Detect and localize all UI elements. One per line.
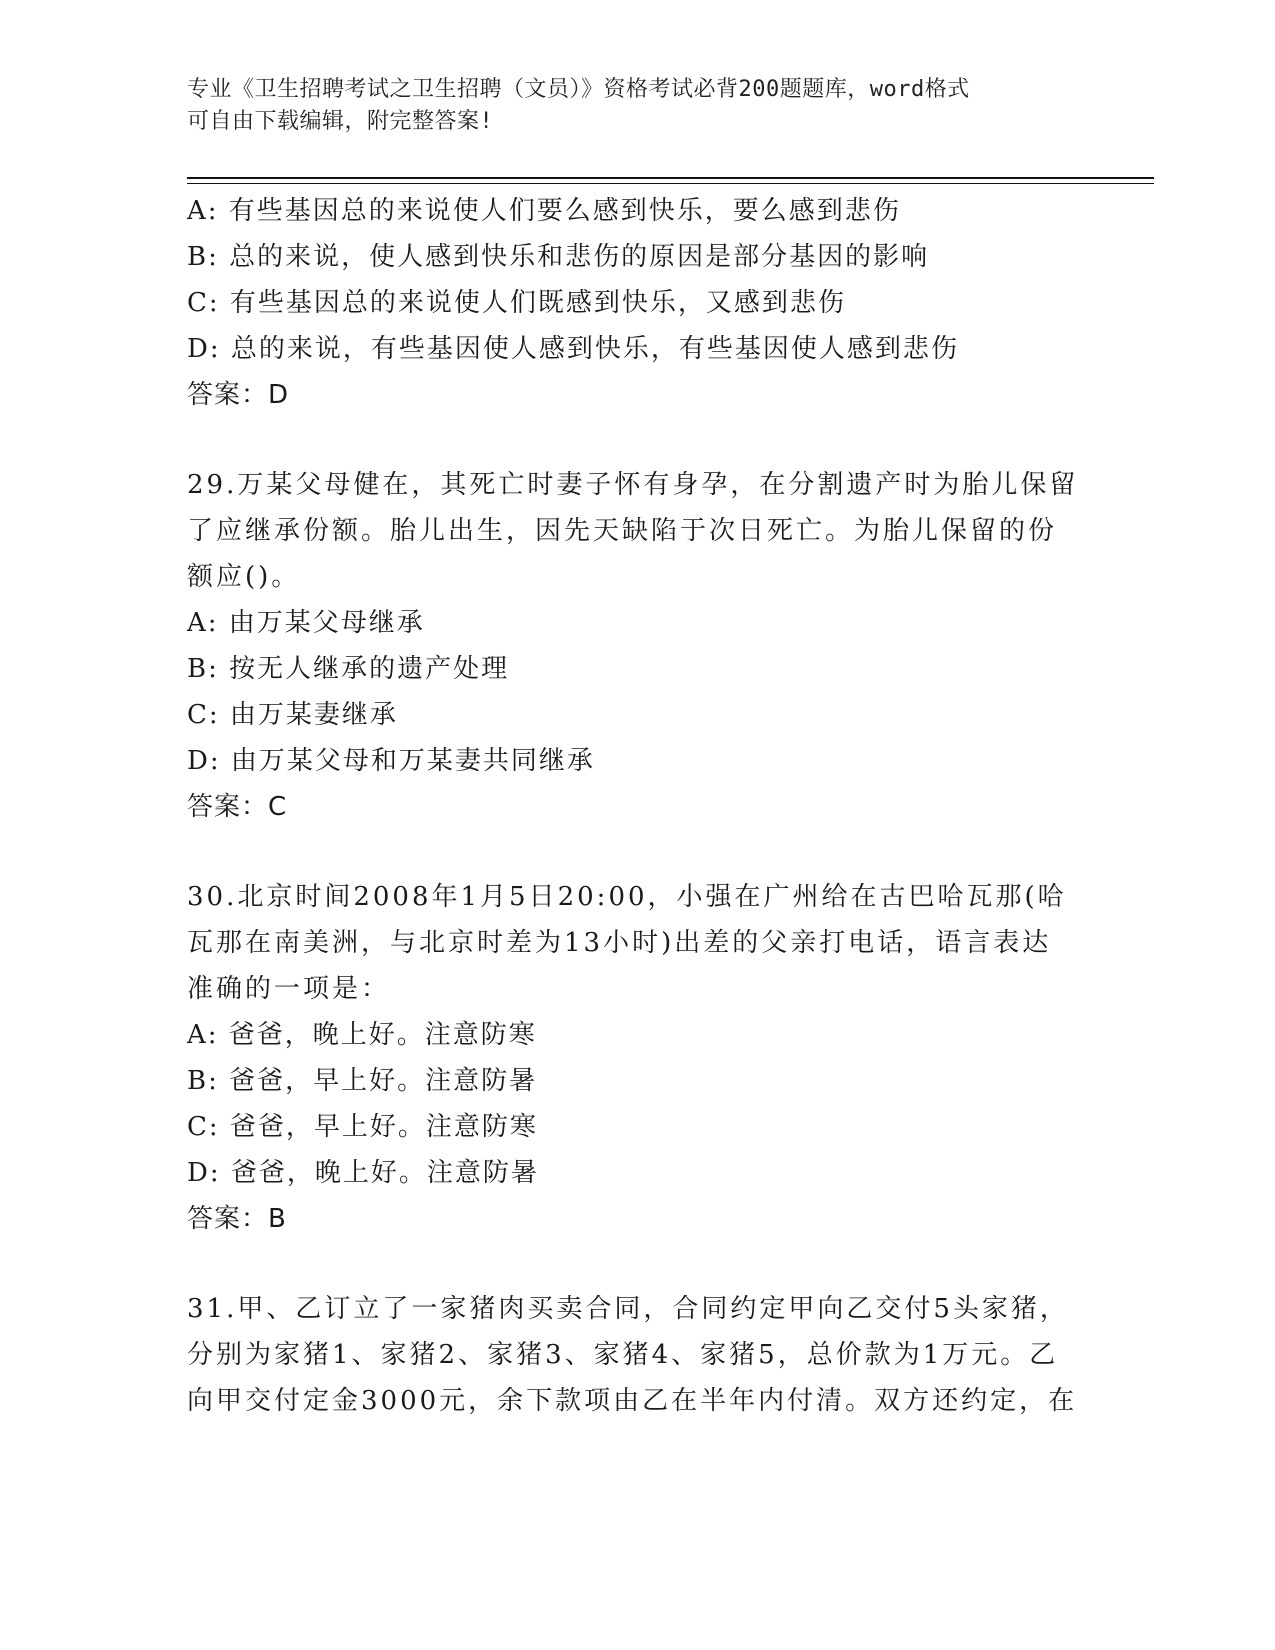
- option-c: C: 爸爸，早上好。注意防寒: [187, 1112, 538, 1142]
- question-text-line: 31.甲、乙订立了一家猪肉买卖合同，合同约定甲向乙交付5头家猪，: [187, 1294, 1069, 1324]
- question-text-line: 向甲交付定金3000元，余下款项由乙在半年内付清。双方还约定，在: [187, 1386, 1078, 1416]
- option-a: A: 由万某父母继承: [187, 608, 425, 638]
- question-text-line: 准确的一项是：: [187, 974, 391, 1004]
- question-28-continued: [187, 188, 1087, 418]
- spacer: [187, 830, 1087, 874]
- option-b: B: 按无人继承的遗产处理: [187, 654, 510, 684]
- question-30: [187, 874, 1087, 1242]
- header-line-1: 专业《卫生招聘考试之卫生招聘（文员）》资格考试必背200题题库，word格式: [187, 77, 970, 102]
- option-d: D: 爸爸，晚上好。注意防暑: [187, 1158, 539, 1188]
- answer-line: 答案：B: [187, 1204, 287, 1234]
- option-a: A: 有些基因总的来说使人们要么感到快乐，要么感到悲伤: [187, 196, 901, 226]
- option-b: B: 总的来说，使人感到快乐和悲伤的原因是部分基因的影响: [187, 242, 930, 272]
- option-c: C: 有些基因总的来说使人们既感到快乐，又感到悲伤: [187, 288, 846, 318]
- spacer: [187, 1242, 1087, 1286]
- question-31: [187, 1286, 1087, 1424]
- option-c: C: 由万某妻继承: [187, 700, 398, 730]
- header-rule-thick: [187, 177, 1154, 179]
- option-d: D: 由万某父母和万某妻共同继承: [187, 746, 595, 776]
- question-text-line: 29.万某父母健在，其死亡时妻子怀有身孕，在分割遗产时为胎儿保留: [187, 470, 1079, 500]
- document-body: [187, 188, 1087, 1424]
- question-text-line: 30.北京时间2008年1月5日20:00，小强在广州给在古巴哈瓦那(哈: [187, 882, 1067, 912]
- question-text-line: 瓦那在南美洲，与北京时差为13小时)出差的父亲打电话，语言表达: [187, 928, 1052, 958]
- answer-line: 答案：D: [187, 380, 290, 410]
- question-text-line: 分别为家猪1、家猪2、家猪3、家猪4、家猪5，总价款为1万元。乙: [187, 1340, 1059, 1370]
- header-rule-thin: [187, 183, 1154, 184]
- spacer: [187, 418, 1087, 462]
- question-29: [187, 462, 1087, 830]
- option-a: A: 爸爸，晚上好。注意防寒: [187, 1020, 537, 1050]
- option-d: D: 总的来说，有些基因使人感到快乐，有些基因使人感到悲伤: [187, 334, 959, 364]
- document-header: [187, 74, 1087, 138]
- question-text-line: 了应继承份额。胎儿出生，因先天缺陷于次日死亡。为胎儿保留的份: [187, 516, 1058, 546]
- answer-line: 答案：C: [187, 792, 288, 822]
- header-line-2: 可自由下载编辑，附完整答案!: [187, 109, 494, 134]
- option-b: B: 爸爸，早上好。注意防暑: [187, 1066, 538, 1096]
- question-text-line: 额应()。: [187, 562, 301, 592]
